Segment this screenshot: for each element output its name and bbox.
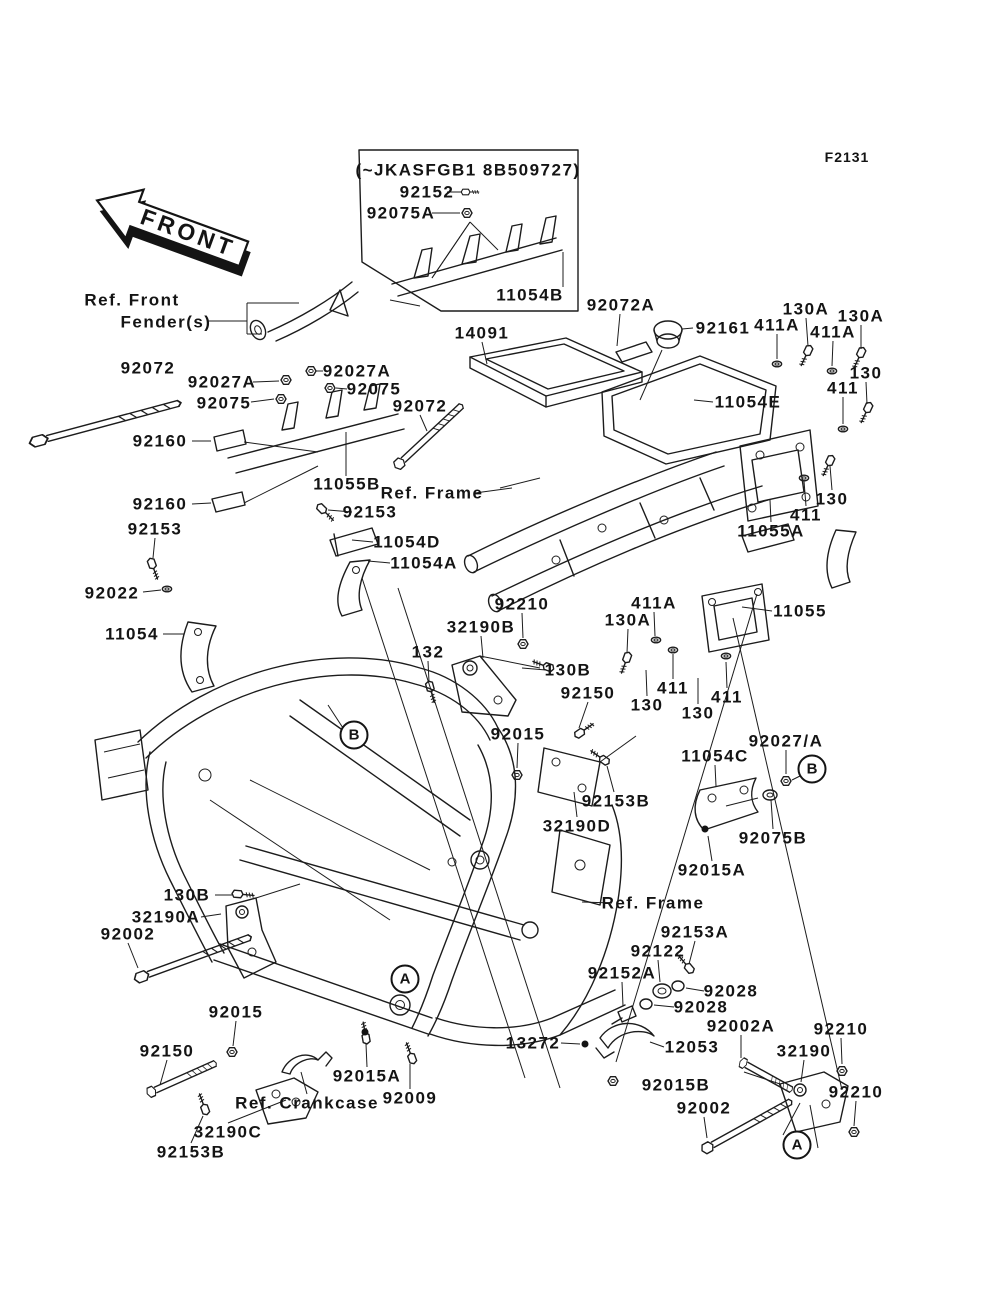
- part-label: 14091: [454, 323, 510, 343]
- part-label: 130A: [782, 299, 830, 319]
- part-label: 92027A: [322, 361, 392, 381]
- rear-subframe: [462, 452, 768, 614]
- part-label: 92153: [342, 502, 398, 522]
- circle-marker-b: B: [798, 755, 827, 784]
- part-label: 92150: [560, 683, 616, 703]
- part-label: 92002: [676, 1098, 732, 1118]
- ref-label: (~JKASFGB1 8B509727): [355, 160, 581, 180]
- part-label: 92153A: [660, 922, 730, 942]
- part-label: 32190: [776, 1041, 832, 1061]
- part-label: 92153B: [156, 1142, 226, 1162]
- part-label: 132: [411, 642, 445, 662]
- part-label: 92153: [127, 519, 183, 539]
- part-label: 11054D: [373, 532, 441, 552]
- part-label: 32190B: [446, 617, 516, 637]
- part-label: 411A: [810, 322, 856, 342]
- part-label: 130B: [163, 885, 211, 905]
- part-label: 92160: [132, 431, 188, 451]
- part-label: 32190C: [193, 1122, 263, 1142]
- part-label: 11054E: [714, 392, 782, 412]
- part-label: 92027/A: [748, 731, 824, 751]
- part-label: 92072A: [586, 295, 656, 315]
- part-label: 92015: [490, 724, 546, 744]
- part-label: 92028: [703, 981, 759, 1001]
- bracket-11054C: [695, 778, 777, 830]
- part-label: 92009: [382, 1088, 438, 1108]
- ref-label: Ref. Frame: [380, 483, 484, 503]
- part-label: 130B: [544, 660, 592, 680]
- part-label: 411: [790, 505, 822, 525]
- part-label: 92150: [139, 1041, 195, 1061]
- part-label: 92028: [673, 997, 729, 1017]
- part-label: 92152: [399, 182, 455, 202]
- part-label: 11055: [773, 601, 827, 621]
- part-label: 411: [711, 687, 743, 707]
- part-label: 32190A: [131, 907, 201, 927]
- part-label: 92072: [120, 358, 176, 378]
- part-label: 92075: [346, 379, 402, 399]
- crankcase-clamp: [282, 1052, 332, 1074]
- bracket-11055: [702, 584, 769, 652]
- part-label: 12053: [664, 1037, 720, 1057]
- part-label: 92075B: [738, 828, 808, 848]
- part-label: 92075A: [366, 203, 436, 223]
- part-label: 92152A: [587, 963, 657, 983]
- part-label: 130: [849, 363, 883, 383]
- bracket-32190B: [452, 656, 540, 716]
- part-label: 92161: [695, 318, 751, 338]
- ref-label: Fender(s): [120, 312, 212, 332]
- part-label: 92015A: [332, 1066, 402, 1086]
- part-label: 130: [681, 703, 715, 723]
- part-label: 92027A: [187, 372, 257, 392]
- part-label: 11055A: [737, 521, 805, 541]
- plate-14091: [470, 338, 642, 407]
- part-label: 92210: [813, 1019, 869, 1039]
- part-label: 92160: [132, 494, 188, 514]
- ref-label: Ref. Crankcase: [235, 1093, 379, 1113]
- part-label: 130: [815, 489, 849, 509]
- part-label: 11055B: [313, 474, 381, 494]
- part-label: 130A: [837, 306, 885, 326]
- main-frame: [95, 658, 625, 1046]
- part-label: 11054A: [390, 553, 458, 573]
- part-label: 92015B: [641, 1075, 711, 1095]
- part-label: 411: [827, 378, 859, 398]
- part-label: 92015: [208, 1002, 264, 1022]
- front-fender-brace: [247, 282, 358, 342]
- ref-label: Ref. Frame: [601, 893, 705, 913]
- ref-label: Ref. Front: [84, 290, 180, 310]
- part-label: 92002: [100, 924, 156, 944]
- part-label: 92075: [196, 393, 252, 413]
- circle-marker-b: B: [340, 721, 369, 750]
- part-label: 32190D: [542, 816, 612, 836]
- part-label: 92022: [84, 583, 140, 603]
- front-arrow-text: FRONT: [137, 203, 240, 262]
- part-label: 411A: [754, 315, 800, 335]
- part-label: 411A: [631, 593, 677, 613]
- part-label: 11054B: [496, 285, 564, 305]
- circle-marker-a: A: [783, 1131, 812, 1160]
- part-label: 13272: [505, 1033, 561, 1053]
- part-label: 11054: [105, 624, 159, 644]
- ref-label: F2131: [824, 149, 870, 165]
- part-label: 92210: [494, 594, 550, 614]
- part-label: 92002A: [706, 1016, 776, 1036]
- part-label: 92210: [828, 1082, 884, 1102]
- part-label: 92153B: [581, 791, 651, 811]
- part-label: 92072: [392, 396, 448, 416]
- part-label: 92122: [630, 941, 686, 961]
- part-label: 130: [630, 695, 664, 715]
- bracket-11054: [181, 622, 216, 692]
- part-label: 130A: [604, 610, 652, 630]
- part-label: 92015A: [677, 860, 747, 880]
- clamp-12053: [596, 1023, 654, 1058]
- front-arrow-icon: [85, 176, 258, 289]
- part-label: 411: [657, 678, 689, 698]
- part-label: 11054C: [681, 746, 749, 766]
- circle-marker-a: A: [391, 965, 420, 994]
